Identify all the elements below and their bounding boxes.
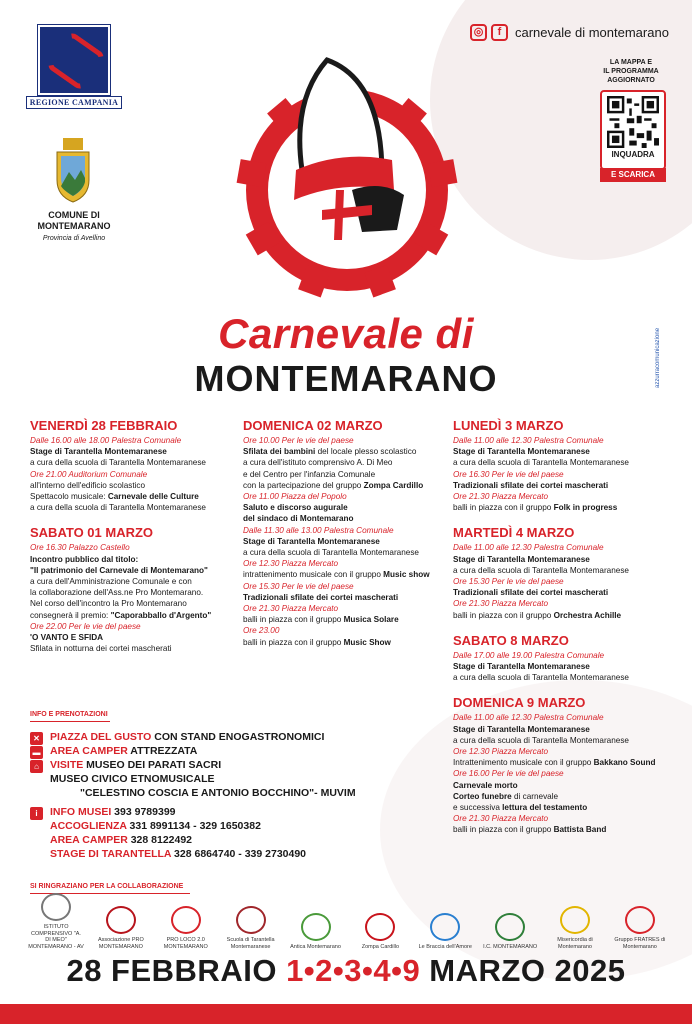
event-line: consegnerà il premio: "Caporabballo d'Argento" (30, 610, 212, 620)
credit-text: azzurracomunicazione (655, 327, 661, 388)
sponsor-name: Gruppo FRATRES di Montemarano (614, 937, 666, 950)
qr-code-box[interactable] (600, 90, 666, 170)
sponsor-name: Zompa Cardillo (361, 943, 400, 950)
title-carnevale: Carnevale di (218, 310, 474, 357)
sponsor-mark-icon (430, 913, 460, 941)
event-line: Incontro pubblico dal titolo: (30, 554, 139, 564)
sponsor-mark-icon (106, 906, 136, 934)
qr-caption: LA MAPPA E IL PROGRAMMA AGGIORNATO (603, 59, 659, 84)
event-line: Ore 21.30 Piazza Mercato (453, 492, 549, 502)
event-line: Carnevale morto (453, 780, 518, 790)
event-line: a cura della scuola di Tarantella Montemaranese (30, 503, 206, 513)
day-heading: VENERDÌ 28 FEBBRAIO (30, 418, 178, 433)
event-line: Sfilata in notturna dei cortei mascherati (30, 644, 172, 654)
sponsor-logos (28, 900, 668, 950)
event-line: e del Centro per l'infanzia Comunale (243, 469, 376, 479)
social-handle[interactable]: ◎ f carnevale di montemarano (470, 22, 669, 42)
event-line: balli in piazza con il gruppo Battista Band (453, 825, 607, 835)
footer-bar (0, 1004, 692, 1024)
sponsor-logo (288, 913, 344, 951)
sponsor-mark-icon (495, 913, 525, 941)
event-line: Ore 10.00 Per le vie del paese (243, 436, 354, 445)
event-line: intrattenimento musicale con il gruppo Music show (243, 570, 430, 580)
sponsor-logo (28, 893, 84, 950)
event-line: Ore 21.30 Piazza Mercato (453, 599, 549, 609)
day-heading: SABATO 8 MARZO (453, 632, 569, 648)
program-column-3 (453, 418, 663, 836)
carnival-gear-logo-icon (232, 40, 462, 300)
sponsor-logo (352, 913, 408, 951)
event-line: Ore 16.00 Per le vie del paese (453, 769, 564, 779)
event-line: Tradizionali sfilate dei cortei mascherati (453, 480, 609, 490)
sponsor-name: Le Braccia dell'Amore (418, 943, 472, 950)
event-line: all'interno dell'edificio scolastico (30, 480, 146, 490)
event-line: Ore 22.00 Per le vie del paese (30, 621, 141, 631)
info-icon: i (30, 807, 43, 820)
day-heading: LUNEDÌ 3 MARZO (453, 418, 564, 433)
sponsor-logo (223, 906, 279, 950)
event-line: Nel corso dell'incontro la Pro Montemarano (30, 599, 187, 609)
event-line: 'O VANTO E SFIDA (30, 633, 104, 643)
day-heading: DOMENICA 02 MARZO (243, 418, 383, 433)
event-line: Stage di Tarantella Montemaranese (453, 447, 590, 457)
sponsor-mark-icon (365, 913, 395, 941)
event-line: a cura della scuola di Tarantella Montemaranese (243, 548, 419, 558)
event-line: a cura della scuola di Tarantella Montemaranese (453, 735, 629, 745)
day-heading: DOMENICA 9 MARZO (453, 695, 586, 711)
sponsor-name: PRO LOCO 2.0 MONTEMARANO (163, 937, 208, 950)
title-montemarano: MONTEMARANO (194, 358, 498, 399)
event-line: Saluto e discorso augurale (243, 503, 348, 513)
poster: REGIONE CAMPANIA COMUNE DI MONTEMARANO Provincia di Avellino ◎ f carnevale di montemarano LA MAPPA E IL PROGRAMMA AGGIORNATO INQUADRA E SCARICA azzurracomunicazione Carnevale di MONTEMARANO VENERDÌ 28 FEBBRAIO Dalle 16.00 alle 18.00 Palestra Comunale Stage di Tarantella Montemaranese a cura della scuola di Tarantella Montemaranese Ore 21.00 Auditorium Comunale all'interno dell'edificio scolastico Spettacolo musicale: Carnevale delle Culture a cura della scuola di Tarantella Montemaranese SABATO 01 MARZO Ore 16.30 Palazzo Castello Incontro pubblico dal titolo: "Il patrimonio del Carnevale di Montemarano" a cura dell'Amministrazione Comunale e con la collaborazione dell'Ass.ne Pro Montemarano. Nel corso dell'incontro la Pro Montemarano consegnerà il premio: "Caporabballo d'Argento" Ore 22.00 Per le vie del paese 'O VANTO E SFIDA Sfilata in notturna dei cortei mascherati DOMENICA 02 MARZO Ore 10.00 Per le vie del paese Sfilata dei bambini del locale plesso scolastico a cura dell'istituto comprensivo A. Di Meo e del Centro per l'infanzia Comunale con la partecipazione del gruppo Zompa Cardillo Ore 11.00 Piazza del Popolo Saluto e discorso augurale del sindaco di Montemarano Dalle 11.30 alle 13.00 Palestra Comunale Stage di Tarantella Montemaranese a cura della scuola di Tarantella Montemaranese Ore 12.30 Piazza Mercato intrattenimento musicale con il gruppo Music show Ore 15.30 Per le vie del paese Tradizionali sfilate dei cortei mascherati Ore 21.30 Piazza Mercato balli in piazza con il gruppo Musica Solare Ore 23.00 balli in piazza con il gruppo Music Show LUNEDÌ 3 MARZO Dalle 11.00 alle 12.30 Palestra Comunale Stage di Tarantella Montemaranese a cura della scuola di Tarantella Montemaranese Ore 16.30 Per le vie del paese Tradizionali sfilate dei cortei mascherati Ore 21.30 Piazza Mercato balli in piazza con il gruppo Folk in progress MARTEDÌ 4 MARZO Dalle 11.00 alle 12.30 Palestra Comunale Stage di Tarantella Montemaranese a cura della scuola di Tarantella Montemaranese Ore 15.30 Per le vie del paese Tradizionali sfilate dei cortei mascherati Ore 21.30 Piazza Mercato balli in piazza con il gruppo Orchestra Achille SABATO 8 MARZO Dalle 17.00 alle 19.00 Palestra Comunale Stage di Tarantella Montemaranese a cura della scuola di Tarantella Montemaranese DOMENICA 9 MARZO Dalle 11.00 alle 12.30 Palestra Comunale Stage di Tarantella Montemaranese a cura della scuola di Tarantella Montemaranese Ore 12.30 Piazza Mercato Intrattenimento musicale con il gruppo Bakkano Sound Ore 16.00 Per le vie del paese Carnevale morto Corteo funebre di carnevale e successiva lettura del testamento Ore 21.30 Piazza Mercato balli in piazza con il gruppo Battista Band INFO E PRENOTAZIONI ✕ PIAZZA DEL GUSTO CON STAND ENOGASTRONOMICI ▬ AREA CAMPER ATTREZZATA ⌂ VISITE MUSEO DEI PARATI SACRI MUSEO CIVICO ETNOMUSICALE "CELESTINO COSCIA E ANTONIO BOCCHINO"- MUVIM i INFO MUSEI 393 9789399 ACCOGLIENZA 331 8991134 - 329 1650382 AREA CAMPER 328 8122492 STAGE DI TARANTELLA 328 6864740 - 339 2730490 SI RINGRAZIANO PER LA COLLABORAZIONE ISTITUTO COMPRENSIVO "A. DI MEO" MONTEMARANO - AV Associazione PRO MONTEMARANO PRO LOCO 2.0 MONTEMARANO Scuola di Tarantella Montemaranese Antica Montemarano Zompa Cardillo Le Braccia dell'Amore I.C. MONTEMARANO Misericordia di Montemarano Gruppo FRATRES di Montemarano 28 FEBBRAIO 1•2•3•4•9 MARZO 2025 (0, 0, 692, 1024)
qr-scarica-label: E SCARICA (600, 168, 666, 182)
event-line: Sfilata dei bambini del locale plesso scolastico (243, 447, 417, 457)
regione-label: REGIONE CAMPANIA (26, 96, 122, 109)
event-line: Spettacolo musicale: Carnevale delle Culture (30, 492, 199, 502)
event-line: "Il patrimonio del Carnevale di Montemarano" (30, 565, 208, 575)
sponsor-logo (612, 906, 668, 950)
event-line: Stage di Tarantella Montemaranese (453, 724, 590, 734)
event-line: Ore 16.30 Palazzo Castello (30, 543, 130, 553)
event-line: Dalle 11.30 alle 13.00 Palestra Comunale (243, 525, 394, 535)
sponsor-mark-icon (41, 893, 71, 921)
regione-campania-logo (38, 25, 110, 95)
event-line: Stage di Tarantella Montemaranese (453, 662, 590, 672)
sponsor-logo (547, 906, 603, 950)
sponsor-mark-icon (171, 906, 201, 934)
camper-icon: ▬ (30, 746, 43, 759)
event-line: con la partecipazione del gruppo Zompa Cardillo (243, 480, 424, 490)
event-line: Intrattenimento musicale con il gruppo Bakkano Sound (453, 758, 656, 768)
event-line: a cura della scuola di Tarantella Montemaranese (453, 458, 629, 468)
program-column-2 (243, 418, 448, 648)
event-line: balli in piazza con il gruppo Musica Solare (243, 615, 399, 625)
event-line: Dalle 11.00 alle 12.30 Palestra Comunale (453, 543, 604, 553)
instagram-icon: ◎ (470, 24, 487, 41)
event-line: Ore 12.30 Piazza Mercato (453, 747, 549, 757)
event-line: Ore 15.30 Per le vie del paese (243, 581, 354, 591)
event-line: Dalle 11.00 alle 12.30 Palestra Comunale (453, 436, 604, 445)
event-line: Dalle 16.00 alle 18.00 Palestra Comunale (30, 436, 182, 445)
event-line: Tradizionali sfilate dei cortei mascherati (453, 588, 609, 598)
sponsor-name: Misericordia di Montemarano (557, 937, 593, 950)
day-heading: MARTEDÌ 4 MARZO (453, 525, 575, 541)
comune-crest-icon (53, 136, 93, 206)
event-line: Corteo funebre di carnevale (453, 791, 559, 801)
event-line: Ore 11.00 Piazza del Popolo (243, 492, 347, 502)
event-line: Ore 21.30 Piazza Mercato (453, 814, 549, 824)
cutlery-icon: ✕ (30, 732, 43, 745)
sponsor-name: Scuola di Tarantella Montemaranese (226, 937, 275, 950)
sponsor-logo (158, 906, 214, 950)
comune-name: COMUNE DI MONTEMARANO (37, 210, 111, 231)
event-line: del sindaco di Montemarano (243, 514, 354, 524)
event-line: a cura della scuola di Tarantella Montemaranese (30, 458, 206, 468)
qr-inquadra-label: INQUADRA (611, 150, 655, 159)
sponsor-mark-icon (236, 906, 266, 934)
event-line: balli in piazza con il gruppo Folk in progress (453, 503, 618, 513)
event-line: Ore 16.30 Per le vie del paese (453, 469, 564, 479)
event-line: Stage di Tarantella Montemaranese (453, 554, 590, 564)
event-line: Dalle 17.00 alle 19.00 Palestra Comunale (453, 650, 605, 660)
sponsor-logo (482, 913, 538, 951)
comune-province: Provincia di Avellino (42, 235, 106, 242)
event-line: Dalle 11.00 alle 12.30 Palestra Comunale (453, 713, 604, 723)
event-line: Ore 21.30 Piazza Mercato (243, 604, 339, 614)
sponsor-mark-icon (625, 906, 655, 934)
museum-icon: ⌂ (30, 760, 43, 773)
event-line: e successiva lettura del testamento (453, 803, 588, 813)
event-line: Ore 15.30 Per le vie del paese (453, 577, 564, 587)
event-line: Tradizionali sfilate dei cortei mascherati (243, 592, 399, 602)
event-line: Stage di Tarantella Montemaranese (30, 447, 167, 457)
event-line: a cura della scuola di Tarantella Montemaranese (453, 565, 629, 575)
divider (30, 721, 110, 722)
sponsor-name: I.C. MONTEMARANO (483, 943, 538, 950)
sponsor-logo (93, 906, 149, 950)
event-line: a cura dell'Amministrazione Comunale e con (30, 577, 192, 587)
sponsor-logo (417, 913, 473, 951)
event-line: a cura della scuola di Tarantella Montemaranese (453, 673, 629, 683)
program-column-1 (30, 418, 235, 654)
info-heading: INFO E PRENOTAZIONI (30, 711, 108, 718)
sponsor-mark-icon (301, 913, 331, 941)
qr-code-icon[interactable] (607, 96, 659, 148)
day-heading: SABATO 01 MARZO (30, 525, 154, 541)
event-line: Ore 21.00 Auditorium Comunale (30, 469, 148, 479)
sponsor-name: Associazione PRO MONTEMARANO (97, 937, 144, 950)
sponsor-name: Antica Montemarano (290, 943, 341, 950)
event-line: la collaborazione dell'Ass.ne Pro Montemarano. (30, 588, 204, 598)
event-line: Stage di Tarantella Montemaranese (243, 536, 380, 546)
sponsor-name: ISTITUTO COMPRENSIVO "A. DI MEO" MONTEMARANO - AV (28, 924, 84, 950)
event-line: Ore 12.30 Piazza Mercato (243, 559, 339, 569)
event-line: a cura dell'istituto comprensivo A. Di Meo (243, 458, 393, 468)
event-line: balli in piazza con il gruppo Orchestra Achille (453, 610, 622, 620)
facebook-icon: f (491, 24, 508, 41)
sponsor-mark-icon (560, 906, 590, 934)
event-line: balli in piazza con il gruppo Music Show (243, 637, 391, 647)
thanks-heading: SI RINGRAZIANO PER LA COLLABORAZIONE (30, 883, 184, 890)
event-line: Ore 23.00 (243, 626, 280, 636)
event-dates: 28 FEBBRAIO 1•2•3•4•9 MARZO 2025 (66, 953, 626, 988)
